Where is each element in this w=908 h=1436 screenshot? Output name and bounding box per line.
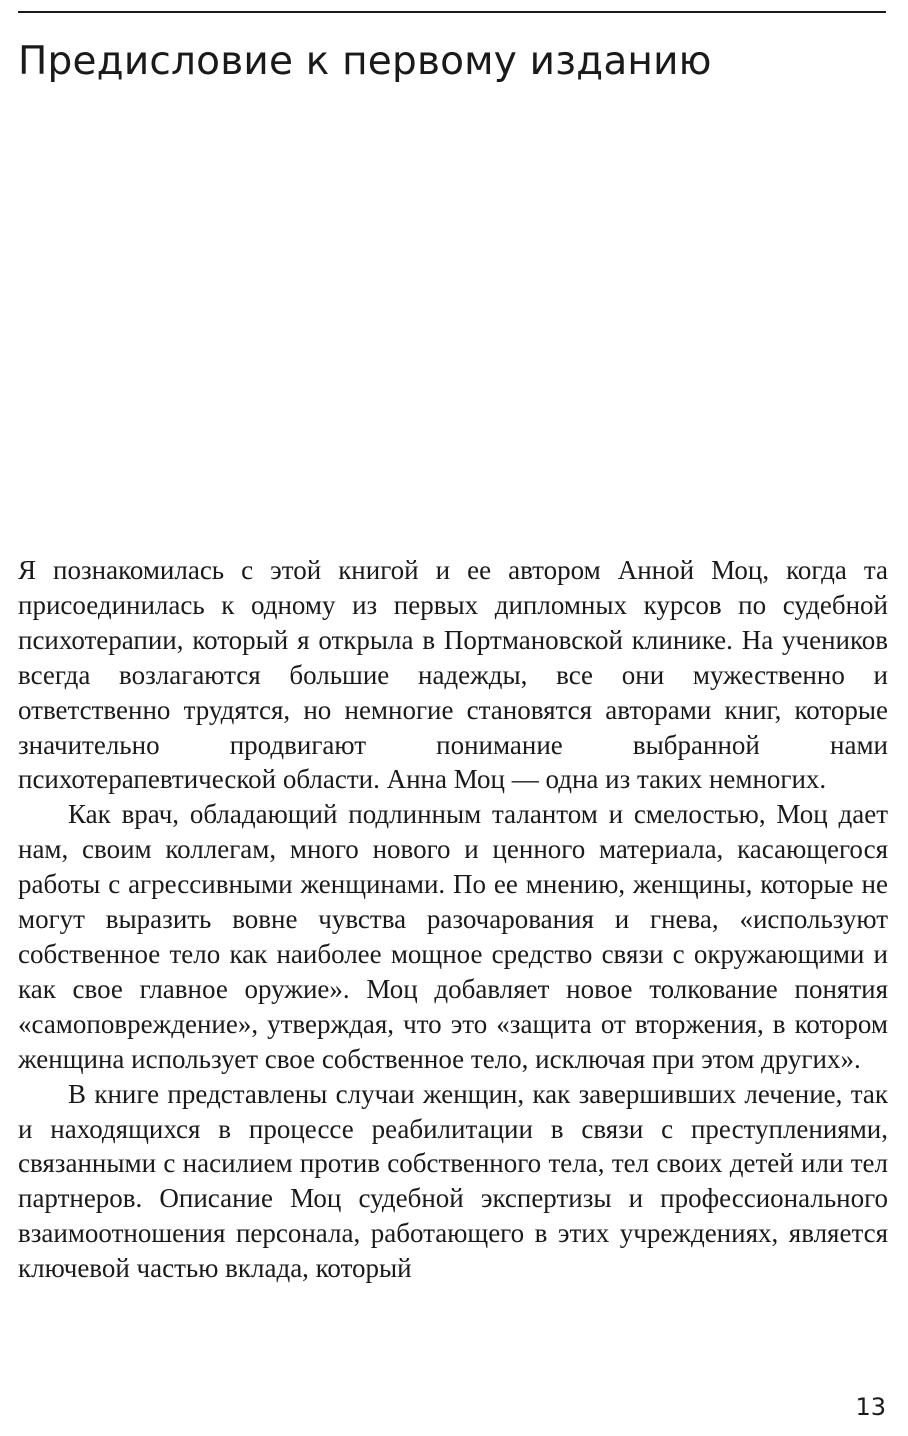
page-number: 13 <box>855 1393 886 1421</box>
paragraph-1: Я познакомилась с этой книгой и ее автором Анной Моц, когда та присоединилась к одному из первых дипломных курсов по судебной психотерапии, который я открыла в Портмановской клинике. На учеников всегда возлагаются большие надежды, все они мужественно и ответственно трудятся, но немногие становятся авторами книг, которые значительно продвигают понимание выбранной нами психотерапевтической области. Анна Моц — одна из таких немногих. <box>18 555 888 795</box>
body-text <box>18 553 888 1286</box>
paragraph-2: Как врач, обладающий подлинным талантом и смелостью, Моц дает нам, своим коллегам, много нового и ценного материала, касающегося работы с агрессивными женщинами. По ее мнению, женщины, которые не могут выразить вовне чувства разочарования и гнева, «используют собственное тело как наиболее мощное средство связи с окружающими и как свое главное оружие». Моц добавляет новое толкование понятия «самоповреждение», утверждая, что это «защита от вторжения, в котором женщина использует свое собственное тело, исключая при этом других». <box>18 799 888 1074</box>
header-rule <box>18 11 886 13</box>
chapter-title: Предисловие к первому изданию <box>18 39 712 84</box>
paragraph-3: В книге представлены случаи женщин, как завершивших лечение, так и находящихся в процессе реабилитации в связи с преступлениями, связанными с насилием против собственного тела, тел своих детей или тел партнеров. Описание Моц судебной экспертизы и профессионального взаимоотношения персонала, работающего в этих учреждениях, является ключевой частью вклада, который <box>18 1078 888 1284</box>
